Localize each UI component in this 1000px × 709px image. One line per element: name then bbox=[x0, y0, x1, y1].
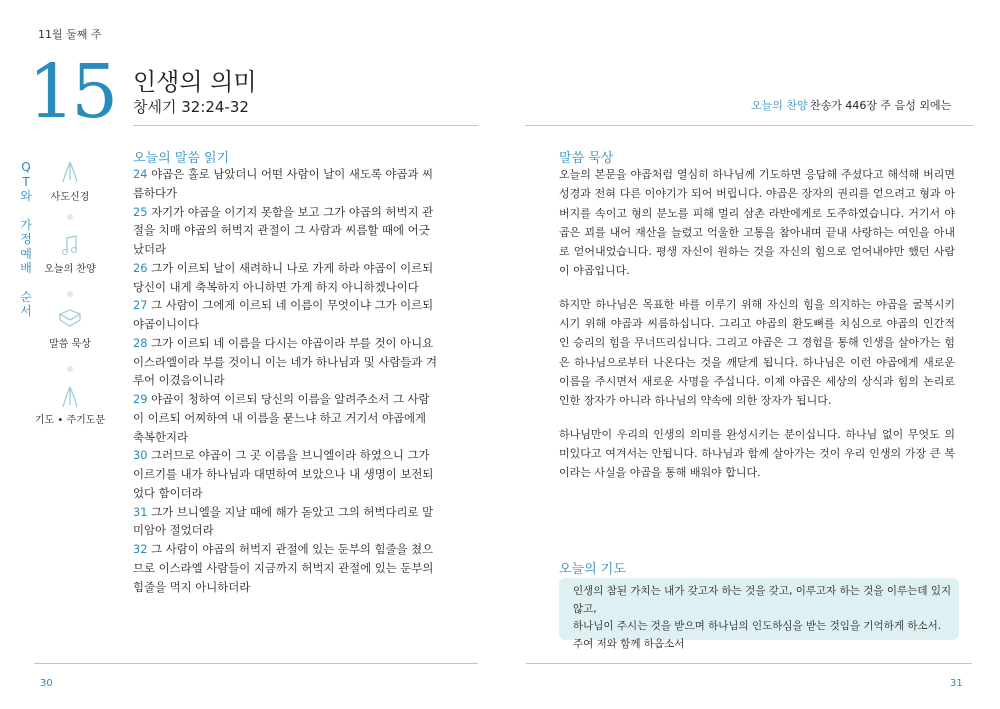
divider bbox=[525, 125, 973, 126]
music-note-icon bbox=[25, 234, 115, 261]
praying-hands-icon bbox=[25, 160, 115, 189]
meditation-paragraph: 오늘의 본문을 야곱처럼 열심히 하나님께 기도하면 응답해 주셨다고 해석해 버리면 성경과 전혀 다른 이야기가 되어 버립니다. 야곱은 장자의 권리를 얻으려고 형과 아버지를 속이고 형의 분노를 피해 멀리 삼촌 라반에게로 도주하였습니다. 거기서 야곱은 꾀를 내어 재산을 늘렸고 억울한 고통을 참아내며 끝내 사랑하는 여인을 아내로 얻어내었습니다. 평생 자신이 원하는 것을 자신의 힘으로 얻어내야만 했던 사람이 야곱입니다. bbox=[559, 168, 955, 278]
separator-dot bbox=[67, 291, 73, 297]
verse-text: 그러므로 야곱이 그 곳 이름을 브니엘이라 하였으니 그가 이르기를 내가 하나님과 대면하여 보았으나 내 생명이 보전되었다 함이더라 bbox=[133, 448, 434, 500]
verse-number: 26 bbox=[133, 260, 148, 275]
verse-number: 25 bbox=[133, 204, 148, 219]
meditation-heading: 말씀 묵상 bbox=[559, 151, 614, 166]
hymn-label: 오늘의 찬양 bbox=[751, 99, 808, 112]
verse-text: 야곱이 청하여 이르되 당신의 이름을 알려주소서 그 사람이 이르되 어찌하여 내 이름을 묻느냐 하고 거기서 야곱에게 축복한지라 bbox=[133, 392, 430, 444]
prayer-heading: 오늘의 기도 bbox=[559, 562, 626, 577]
prayer-line: 인생의 참된 가치는 내가 갖고자 하는 것을 갖고, 이루고자 하는 것을 이루는데 있지 않고, bbox=[573, 585, 952, 615]
week-label: 11월 둘째 주 bbox=[38, 28, 102, 41]
verse-text: 그가 이르되 네 이름을 다시는 야곱이라 부를 것이 아니요 이스라엘이라 부를 것이니 이는 네가 하나님과 및 사람들과 겨루어 이겼음이니라 bbox=[133, 335, 438, 388]
praying-hands-icon bbox=[25, 385, 115, 414]
meditation-paragraph: 하지만 하나님은 목표한 바를 이루기 위해 자신의 힘을 의지하는 야곱을 굴복시키시기 위해 야곱과 씨름하십니다. 그리고 야곱의 환도뼈를 치심으로 야곱의 인간적인 승리의 힘을 무너뜨리십니다. 그리고 야곱은 그 경험을 통해 인생을 살아가는 힘은 하나님으로부터 나온다는 것을 깨닫게 됩니다. 하나님은 이런 야곱에게 새로운 이름을 주시면서 새로운 사명을 주십니다. 이제 야곱은 세상의 상식과 힘의 논리로 인한 장자가 아니라 하나님의 약속에 의한 장자가 됩니다. bbox=[559, 297, 955, 408]
prayer-text bbox=[573, 583, 953, 653]
reading-heading: 오늘의 말씀 읽기 bbox=[133, 151, 230, 166]
verse-text: 야곱은 홀로 남았더니 어떤 사람이 날이 새도록 야곱과 씨름하다가 bbox=[133, 167, 434, 200]
meditation-paragraph: 하나님만이 우리의 인생의 의미를 완성시키는 분이십니다. 하나님 없이 무엇도 의미있다고 여겨서는 안됩니다. 하나님과 함께 살아가는 것이 우리 인생의 가장 큰 복이라는 사실을 야곱을 통해 배워야 합니다. bbox=[559, 427, 955, 480]
verse-number: 27 bbox=[133, 298, 148, 313]
page-number-right: 31 bbox=[950, 678, 963, 689]
verse-number: 30 bbox=[133, 448, 148, 463]
verse-number: 32 bbox=[133, 542, 148, 556]
verse-text: 자기가 야곱을 이기지 못함을 보고 그가 야곱의 허벅지 관절을 치매 야곱의 허벅지 관절이 그 사람과 씨름할 때에 어긋났더라 bbox=[133, 204, 434, 256]
bible-book-icon bbox=[25, 308, 115, 335]
prayer-line: 주여 저와 함께 하옵소서 bbox=[573, 637, 685, 650]
verse-number: 28 bbox=[133, 335, 148, 350]
scripture-reference: 창세기 32:24-32 bbox=[133, 98, 249, 116]
page-number-left: 30 bbox=[40, 678, 53, 689]
sidebar-item-apostles-creed[interactable]: 사도신경 bbox=[50, 192, 90, 203]
meditation-body bbox=[559, 165, 955, 496]
sidebar-item-meditation[interactable]: 말씀 묵상 bbox=[49, 339, 91, 350]
verse-number: 31 bbox=[133, 504, 148, 519]
verse-text: 그 사람이 그에게 이르되 네 이름이 무엇이냐 그가 이르되 야곱이니이다 bbox=[133, 298, 434, 331]
verse-number: 29 bbox=[133, 392, 148, 406]
day-number: 15 bbox=[28, 49, 115, 135]
prayer-line: 하나님이 주시는 것을 받으며 하나님의 인도하심을 받는 것임을 기억하게 하소서. bbox=[573, 620, 942, 632]
footer-divider bbox=[34, 663, 478, 664]
scripture-passage bbox=[133, 165, 438, 596]
page-title: 인생의 의미 bbox=[133, 68, 257, 96]
sidebar-item-prayer[interactable]: 기도 • 주기도문 bbox=[34, 415, 106, 426]
verse-text: 그 사람이 야곱의 허벅지 관절에 있는 둔부의 힘줄을 쳤으므로 이스라엘 사람들이 지금까지 허벅지 관절에 있는 둔부의 힘줄을 먹지 아니하더라 bbox=[133, 542, 434, 594]
verse-number: 24 bbox=[133, 167, 148, 181]
vertical-section-label: Q T 와 가 정 예 배 순 서 bbox=[20, 160, 32, 318]
verse-text: 그가 이르되 날이 새려하니 나로 가게 하라 야곱이 이르되 당신이 내게 축복하지 아니하면 가게 하지 아니하겠나이다 bbox=[133, 260, 434, 294]
divider bbox=[133, 125, 478, 126]
verse-text: 그가 브니엘을 지날 때에 해가 돋았고 그의 허벅다리로 말미암아 절었더라 bbox=[133, 504, 434, 538]
footer-divider bbox=[526, 663, 972, 664]
separator-dot bbox=[67, 214, 73, 220]
separator-dot bbox=[67, 366, 73, 372]
sidebar-item-hymn[interactable]: 오늘의 찬양 bbox=[44, 264, 96, 275]
hymn-text: 찬송가 446장 주 음성 외에는 bbox=[810, 99, 952, 112]
